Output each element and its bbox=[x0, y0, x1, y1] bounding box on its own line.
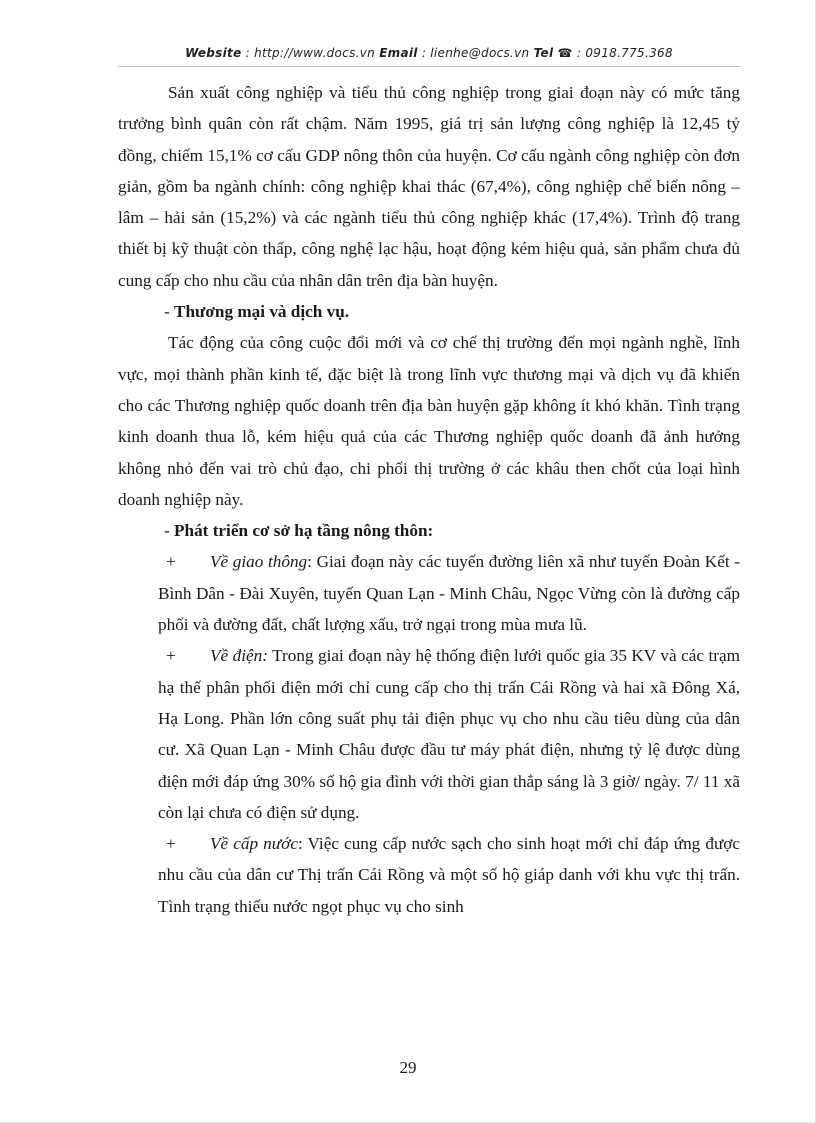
bullet-title: Về cấp nước bbox=[210, 834, 298, 854]
tel-label: Tel bbox=[533, 46, 554, 60]
bullet-text: Trong giai đoạn này hệ thống điện lưới quốc gia 35 KV và các trạm hạ thế phân phối điện mới chỉ cung cấp cho thị trấn Cái Rồng và hai xã Đông Xá, Hạ Long. Phần lớn công suất phụ tải điện phục vụ cho nhu cầu tiêu dùng của dân cư. Xã Quan Lạn - Minh Châu được đầu tư máy phát điện, nhưng tỷ lệ được dùng điện mới đáp ứng 30% số hộ gia đình với thời gian thắp sáng là 3 giờ/ ngày. 7/ 11 xã còn lại chưa có điện sử dụng. bbox=[158, 646, 740, 822]
website-label: Website bbox=[185, 46, 242, 60]
bullet-transport bbox=[158, 546, 740, 640]
page-number: 29 bbox=[399, 1058, 417, 1077]
bullet-text: : Việc cung cấp nước sạch cho sinh hoạt mới chỉ đáp ứng được nhu cầu của dân cư Thị trấn Cái Rồng và một số hộ giáp danh với khu vực thị trấn. Tình trạng thiếu nước ngọt phục vụ cho sinh bbox=[158, 834, 740, 916]
heading-text: Phát triển cơ sở hạ tầng nông thôn: bbox=[174, 521, 434, 541]
email-value: : lienhe@docs.vn bbox=[417, 46, 534, 60]
bullet-water bbox=[158, 828, 740, 922]
heading-dash: - bbox=[164, 521, 175, 541]
bullet-electricity bbox=[158, 640, 740, 828]
bullet-text: : Giai đoạn này các tuyến đường liên xã như tuyến Đoàn Kết - Bình Dân - Đài Xuyên, tuyến Quan Lạn - Minh Châu, Ngọc Vừng còn là đường cấp phối và đường đất, chất lượng xấu, trở ngại trong mùa mưa lũ. bbox=[158, 552, 740, 635]
page-header bbox=[118, 46, 740, 60]
header-divider bbox=[118, 66, 740, 67]
heading-text: Thương mại và dịch vụ. bbox=[174, 302, 350, 322]
paragraph-industry: Sản xuất công nghiệp và tiểu thủ công nghiệp trong giai đoạn này có mức tăng trưởng bình quân còn rất chậm. Năm 1995, giá trị sản lượng công nghiệp là 12,45 tỷ đồng, chiếm 15,1% cơ cấu GDP nông thôn của huyện. Cơ cấu ngành công nghiệp còn đơn giản, gồm ba ngành chính: công nghiệp khai thác (67,4%), công nghiệp chế biến nông – lâm – hải sản (15,2%) và các ngành tiểu thủ công nghiệp khác (17,4%). Trình độ trang thiết bị kỹ thuật còn thấp, công nghệ lạc hậu, hoạt động kém hiệu quả, sản phẩm chưa đủ cung cấp cho nhu cầu của nhân dân trên địa bàn huyện. bbox=[118, 83, 740, 290]
bullet-title: Về giao thông bbox=[210, 552, 308, 572]
plus-bullet-icon: + bbox=[166, 646, 176, 666]
document-body bbox=[118, 77, 740, 922]
bullet-title: Về điện: bbox=[210, 646, 268, 666]
email-label: Email bbox=[379, 46, 418, 60]
paragraph-trade: Tác động của công cuộc đổi mới và cơ chế thị trường đến mọi ngành nghề, lĩnh vực, mọi thành phần kinh tế, đặc biệt là trong lĩnh vực thương mại và dịch vụ đã khiến cho các Thương nghiệp quốc doanh trên địa bàn huyện gặp không ít khó khăn. Tình trạng kinh doanh thua lỗ, kém hiệu quả của các Thương nghiệp quốc doanh đã ảnh hưởng không nhỏ đến vai trò chủ đạo, chi phối thị trường ở các khâu then chốt của loại hình doanh nghiệp này. bbox=[118, 333, 740, 509]
plus-bullet-icon: + bbox=[166, 834, 176, 854]
bullet-list bbox=[118, 546, 740, 922]
website-value: : http://www.docs.vn bbox=[241, 46, 380, 60]
plus-bullet-icon: + bbox=[166, 552, 176, 572]
heading-dash: - bbox=[164, 302, 175, 322]
tel-value: ☎ : 0918.775.368 bbox=[553, 46, 673, 60]
heading-trade-services bbox=[118, 296, 740, 327]
heading-infrastructure bbox=[118, 515, 740, 546]
